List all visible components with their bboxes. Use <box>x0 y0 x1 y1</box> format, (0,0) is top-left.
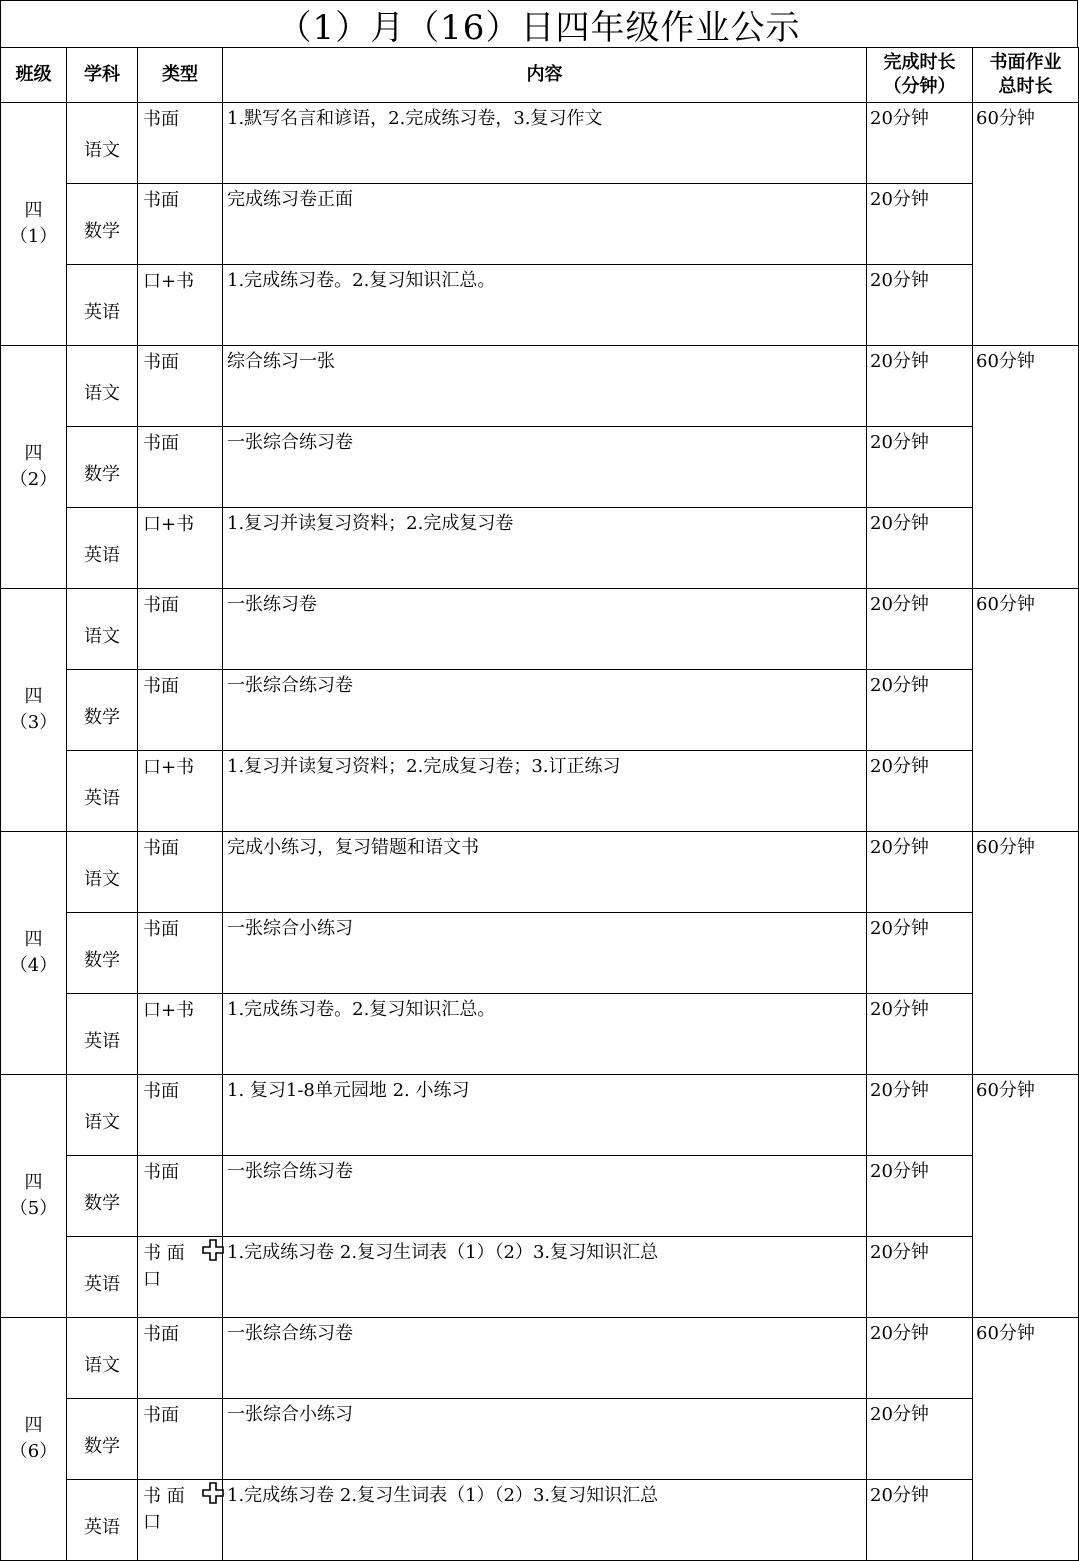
content-cell: 一张综合练习卷 <box>223 427 867 508</box>
duration-cell: 20分钟 <box>867 427 973 508</box>
content-cell: 一张综合练习卷 <box>223 670 867 751</box>
type-cell <box>138 184 223 265</box>
content-cell: 1.完成练习卷。2.复习知识汇总。 <box>223 994 867 1075</box>
duration-cell: 20分钟 <box>867 1075 973 1156</box>
type-label: 书面 <box>143 352 179 373</box>
type-label: 书面 <box>143 1081 179 1102</box>
subject-cell: 英语 <box>67 1480 138 1561</box>
header-type: 类型 <box>138 48 223 103</box>
type-label: 书面 <box>143 433 179 454</box>
content-cell: 一张综合小练习 <box>223 1399 867 1480</box>
table-row <box>1 508 1079 589</box>
table-row <box>1 1156 1079 1237</box>
total-duration-cell: 60分钟 <box>973 589 1079 832</box>
header-duration <box>867 48 973 103</box>
header-total <box>973 48 1079 103</box>
type-cell <box>138 670 223 751</box>
class-number: （5） <box>9 1198 58 1219</box>
plus-icon <box>202 1482 224 1504</box>
type-label: 书面 <box>143 676 179 697</box>
class-number: （1） <box>9 226 58 247</box>
class-grade: 四 <box>24 686 43 707</box>
content-cell: 1. 复习1-8单元园地 2. 小练习 <box>223 1075 867 1156</box>
type-cell <box>138 913 223 994</box>
content-cell: 完成练习卷正面 <box>223 184 867 265</box>
type-label: 书面 <box>143 1162 179 1183</box>
class-number: （4） <box>9 955 58 976</box>
class-cell <box>1 1075 67 1318</box>
table-row <box>1 1075 1079 1156</box>
total-duration-cell: 60分钟 <box>973 346 1079 589</box>
type-label: 书面 <box>143 1405 179 1426</box>
table-row <box>1 427 1079 508</box>
class-grade: 四 <box>24 1415 43 1436</box>
subject-cell: 英语 <box>67 751 138 832</box>
table-body <box>1 103 1079 1561</box>
table-row <box>1 1480 1079 1561</box>
type-cell <box>138 832 223 913</box>
class-grade: 四 <box>24 1172 43 1193</box>
class-cell <box>1 589 67 832</box>
type-cell <box>138 265 223 346</box>
duration-cell: 20分钟 <box>867 103 973 184</box>
table-row <box>1 913 1079 994</box>
content-cell: 一张练习卷 <box>223 589 867 670</box>
content-cell: 一张综合小练习 <box>223 913 867 994</box>
table-row <box>1 670 1079 751</box>
duration-cell: 20分钟 <box>867 346 973 427</box>
class-grade: 四 <box>24 200 43 221</box>
content-cell: 完成小练习，复习错题和语文书 <box>223 832 867 913</box>
content-cell: 一张综合练习卷 <box>223 1156 867 1237</box>
duration-cell: 20分钟 <box>867 1399 973 1480</box>
page-title: （1）月（16）日四年级作业公示 <box>0 0 1078 48</box>
class-cell <box>1 832 67 1075</box>
subject-cell: 语文 <box>67 832 138 913</box>
table-row <box>1 589 1079 670</box>
subject-cell: 数学 <box>67 1156 138 1237</box>
class-grade: 四 <box>24 443 43 464</box>
subject-cell: 数学 <box>67 670 138 751</box>
duration-cell: 20分钟 <box>867 832 973 913</box>
subject-cell: 英语 <box>67 994 138 1075</box>
type-label: 书面 <box>143 190 179 211</box>
table-row <box>1 1318 1079 1399</box>
type-label: 书 面 口 <box>143 1486 185 1533</box>
content-cell: 一张综合练习卷 <box>223 1318 867 1399</box>
total-duration-cell: 60分钟 <box>973 832 1079 1075</box>
header-total-line2: 总时长 <box>998 76 1053 97</box>
duration-cell: 20分钟 <box>867 1318 973 1399</box>
content-cell: 1.复习并读复习资料；2.完成复习卷；3.订正练习 <box>223 751 867 832</box>
subject-cell: 语文 <box>67 1075 138 1156</box>
type-cell <box>138 427 223 508</box>
duration-cell: 20分钟 <box>867 508 973 589</box>
type-cell <box>138 1399 223 1480</box>
duration-cell: 20分钟 <box>867 1480 973 1561</box>
duration-cell: 20分钟 <box>867 670 973 751</box>
subject-cell: 数学 <box>67 913 138 994</box>
type-cell <box>138 103 223 184</box>
type-cell <box>138 1075 223 1156</box>
header-subject: 学科 <box>67 48 138 103</box>
subject-cell: 语文 <box>67 589 138 670</box>
type-label: 口+书 <box>143 514 195 535</box>
type-label: 书 面 口 <box>143 1243 185 1290</box>
table-row <box>1 994 1079 1075</box>
table-row <box>1 184 1079 265</box>
duration-cell: 20分钟 <box>867 1156 973 1237</box>
header-row <box>1 48 1079 103</box>
type-cell <box>138 1480 223 1561</box>
content-cell: 1.完成练习卷 2.复习生词表（1）（2）3.复习知识汇总 <box>223 1237 867 1318</box>
duration-cell: 20分钟 <box>867 913 973 994</box>
class-cell <box>1 346 67 589</box>
header-total-line1: 书面作业 <box>989 52 1062 73</box>
class-cell <box>1 103 67 346</box>
duration-cell: 20分钟 <box>867 589 973 670</box>
table-row <box>1 751 1079 832</box>
subject-cell: 语文 <box>67 103 138 184</box>
subject-cell: 语文 <box>67 1318 138 1399</box>
table-row <box>1 346 1079 427</box>
duration-cell: 20分钟 <box>867 994 973 1075</box>
class-cell <box>1 1318 67 1561</box>
content-cell: 1.复习并读复习资料；2.完成复习卷 <box>223 508 867 589</box>
header-content: 内容 <box>223 48 867 103</box>
type-cell <box>138 1237 223 1318</box>
homework-table <box>0 47 1079 1561</box>
subject-cell: 数学 <box>67 427 138 508</box>
duration-cell: 20分钟 <box>867 751 973 832</box>
type-label: 书面 <box>143 919 179 940</box>
type-label: 书面 <box>143 595 179 616</box>
duration-cell: 20分钟 <box>867 1237 973 1318</box>
subject-cell: 英语 <box>67 1237 138 1318</box>
type-cell <box>138 751 223 832</box>
type-label: 口+书 <box>143 1000 195 1021</box>
type-label: 书面 <box>143 1324 179 1345</box>
header-class: 班级 <box>1 48 67 103</box>
header-duration-line1: 完成时长 <box>883 52 956 73</box>
type-label: 书面 <box>143 109 179 130</box>
table-row <box>1 1399 1079 1480</box>
table-row <box>1 1237 1079 1318</box>
total-duration-cell: 60分钟 <box>973 1075 1079 1318</box>
duration-cell: 20分钟 <box>867 265 973 346</box>
subject-cell: 英语 <box>67 265 138 346</box>
type-cell <box>138 589 223 670</box>
type-label: 口+书 <box>143 271 195 292</box>
content-cell: 1.默写名言和谚语，2.完成练习卷，3.复习作文 <box>223 103 867 184</box>
subject-cell: 英语 <box>67 508 138 589</box>
header-duration-line2: （分钟） <box>883 76 956 97</box>
type-cell <box>138 994 223 1075</box>
content-cell: 综合练习一张 <box>223 346 867 427</box>
table-row <box>1 265 1079 346</box>
type-cell <box>138 1318 223 1399</box>
content-cell: 1.完成练习卷 2.复习生词表（1）（2）3.复习知识汇总 <box>223 1480 867 1561</box>
type-cell <box>138 508 223 589</box>
type-label: 书面 <box>143 838 179 859</box>
subject-cell: 数学 <box>67 184 138 265</box>
type-cell <box>138 346 223 427</box>
total-duration-cell: 60分钟 <box>973 1318 1079 1561</box>
duration-cell: 20分钟 <box>867 184 973 265</box>
type-label: 口+书 <box>143 757 195 778</box>
type-cell <box>138 1156 223 1237</box>
class-number: （3） <box>9 712 58 733</box>
plus-icon <box>202 1239 224 1261</box>
table-row <box>1 103 1079 184</box>
subject-cell: 数学 <box>67 1399 138 1480</box>
class-grade: 四 <box>24 929 43 950</box>
table-row <box>1 832 1079 913</box>
content-cell: 1.完成练习卷。2.复习知识汇总。 <box>223 265 867 346</box>
total-duration-cell: 60分钟 <box>973 103 1079 346</box>
class-number: （6） <box>9 1441 58 1462</box>
class-number: （2） <box>9 469 58 490</box>
subject-cell: 语文 <box>67 346 138 427</box>
